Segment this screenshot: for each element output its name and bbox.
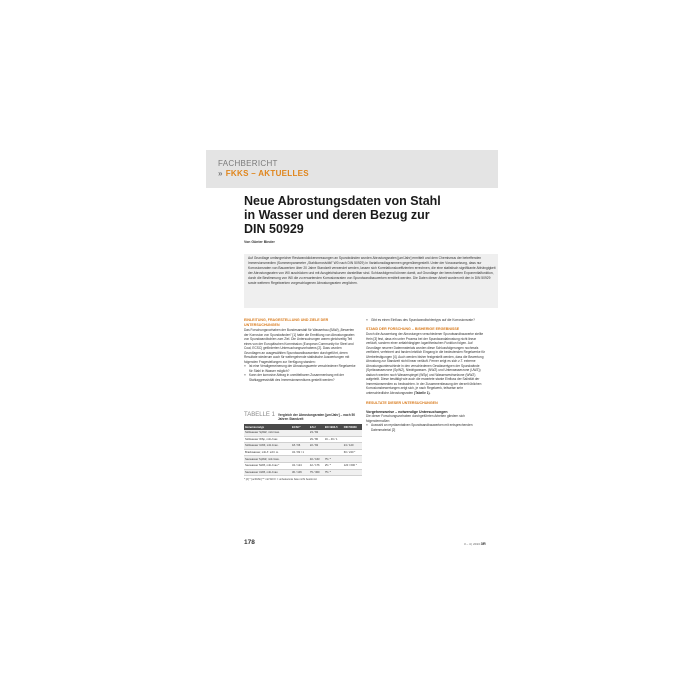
table-cell: 60 / 240 * [343, 449, 362, 456]
table-row [244, 443, 362, 450]
table-1 [244, 412, 362, 481]
bullet-list [366, 423, 486, 432]
table-cell: 25 / * [324, 462, 343, 469]
table-row [244, 456, 362, 463]
table-cell: 22 / 82 [309, 443, 324, 450]
double-arrow-icon: » [218, 169, 223, 178]
table-cell: 42 / 176 [309, 462, 324, 469]
table-cell [309, 449, 324, 456]
journal-page [206, 150, 498, 550]
table-cell: Süßwasser SpWZ, mitt./max. [244, 430, 291, 436]
article-title [244, 194, 474, 236]
list-item: » Ist eine Verallgemeinerung der Abrostungswerte verschiedener Regelwerke für Stahl in Wasser möglich? [244, 364, 356, 373]
table-cell: 16 – 46 / 1 [324, 436, 343, 443]
table-cell: Seewasser NWZ, mitt./max.* [244, 462, 291, 469]
list-item: » Gibt es einen Einfluss des Spundwandbohlentyps auf die Korrosionsrate? [366, 318, 486, 323]
table-cell: Seewasser SpWZ, mitt./max. [244, 456, 291, 463]
abstract-box: Auf Grundlage umfangreicher Restwanddickenmessungen an Spundwänden wurden Abrostungsraten [µm/Jahr] ermittelt und dem Chemismus der betreffenden Immersionsmedien (Summenparameter „Stahlkorrosivität" W0 nach DIN 50929) in Variationsdiagrammen gegenübergestellt. Unter der Voraussetzung, dass nur Korrosionsraten von Bauwerken über 20 Jahre Standzeit verwendet werden, lassen sich Korrelationskoeffizienten errechnen, die eine statistisch signifikante Abhängigkeit der Abrostungsraten von W0 ausdrücken und mit Ausgleichskurven darstellbar sind. Schlussfolgernd können damit, auf Grundlage der berechneten Exponentialfunktion, durch die Bestimmung von W0 die zu erwartenden Korrosionsraten von Spundwandbauwerken ermittelt werden. Die Daten dieser Arbeit wurden mit den in DIN 50929 sowie weiteren Regelwerken vorgeschlagenen Abrostungsraten verglichen. [244, 254, 498, 308]
table-title-row [244, 412, 362, 421]
column-header: ECSC* [291, 424, 309, 430]
table-row [244, 462, 362, 469]
title-line: Neue Abrostungsdaten von Stahl [244, 194, 441, 208]
bullet-list [366, 318, 486, 323]
table-cell: 34 / 124 [291, 462, 309, 469]
table-cell: 75 / 300 [309, 469, 324, 476]
table-cell: Süßwasser WSp, mitt./max. [244, 436, 291, 443]
table-cell: Süßwasser UWZ, mitt./max. [244, 443, 291, 450]
publication-mark: 3R [480, 541, 486, 546]
section-heading: STAND DER FORSCHUNG – BISHERIGE ERGEBNISSE [366, 326, 460, 331]
list-item: » Kann der korrosive Abtrag in unmittelbaren Zusammenhang mit der Stahlaggressivität des Immersionsmediums gestellt werden? [244, 373, 356, 382]
table-row [244, 449, 362, 456]
section-body [366, 332, 486, 395]
table-cell [291, 456, 309, 463]
section-heading: RESULTATE DIESER UNTERSUCHUNGEN [366, 401, 438, 406]
issue-info [464, 541, 486, 546]
table-footnote: * [2] * [ucR/Ab] ** mit W0 F = unbekannte baw nicht bestimmt [244, 478, 317, 482]
column-header: EN 1993-5 [324, 424, 343, 430]
column-header: DIN 50929 [343, 424, 362, 430]
bullet-list [244, 364, 356, 382]
table-reference: (Tabelle 1). [414, 390, 431, 395]
table-cell: 30 / 106 [291, 469, 309, 476]
table-cell [343, 469, 362, 476]
section-body: Die dieser Forschungsvorhaben durchgeführten Arbeiten gliedern sich folgendermaßen: [366, 414, 465, 423]
subsection-text: FKKS – AKTUELLES [225, 169, 309, 178]
data-table [244, 424, 362, 476]
title-line: DIN 50929 [244, 222, 304, 236]
table-label: TABELLE 1 [244, 412, 275, 418]
table-cell [291, 436, 309, 443]
subheading: Vorgehensweise – notwendige Untersuchungen [366, 409, 448, 414]
section-heading: EINLEITUNG, FRAGESTELLUNG UND ZIELE DER UNTERSUCHUNGEN [244, 318, 329, 327]
table-cell [343, 436, 362, 443]
title-line: in Wasser und deren Bezug zur [244, 208, 430, 222]
table-cell [324, 443, 343, 450]
table-cell: Brackwasser, mitt./f. schl. w. [244, 449, 291, 456]
left-column [244, 318, 356, 382]
table-cell: 23 / 82 [309, 430, 324, 436]
table-cell: 18 / 66 [291, 443, 309, 450]
header-band [206, 150, 498, 188]
table-row [244, 436, 362, 443]
table-cell: 40 / 163 [309, 456, 324, 463]
table-cell: 75 / * [324, 456, 343, 463]
table-cell: 29 / 80 [309, 436, 324, 443]
table-row [244, 469, 362, 476]
section-label: FACHBERICHT [218, 159, 278, 168]
table-cell: Seewasser UWZ, mitt./max. [244, 469, 291, 476]
right-column [366, 318, 486, 432]
table-cell: 75 / * [324, 469, 343, 476]
issue-number: 3 – 4 | 2013 [464, 542, 480, 546]
list-item: » Auswahl an repräsentativen Spundwandbauwerken mit entsprechenden Datenmaterial [2] [366, 423, 486, 432]
column-header: EAU [309, 424, 324, 430]
page-number: 178 [244, 539, 255, 546]
table-cell: 24 / 120 [343, 443, 362, 450]
table-cell [324, 449, 343, 456]
table-cell: 120 / 600 * [343, 462, 362, 469]
table-cell: 34 / 82 / 1 [291, 449, 309, 456]
table-cell [343, 456, 362, 463]
table-caption: Vergleich der Abrostungsraten [µm/Jahr] – nach 50 Jahren Standzeit [277, 413, 356, 421]
author-line: Von Günter Binder [244, 240, 275, 244]
section-body: Das Forschungsvorhaben der Bundesanstalt für Wasserbau (BAW) „Bewerten der Korrosion von Spundwänden" [1] hatte die Ermittlung von Abrostungsraten von Spundwandbohlen zum Ziel. Die Untersuchungen waren gleichzeitig Teil eines von der Europäischen Kommission (European Community for Steel and Coal, ECSC) geförderten Untersuchungsvorhabens [2]. Dazu wurden Grundlagen an ausgewählten Spundwandbauwerken durchgeführt, deren Resultate wiederum auch für weitergehende statistische Auswertungen mit folgenden Fragestellungen zur Verfügung standen: [244, 328, 355, 364]
subsection-label [218, 169, 309, 178]
column-header: Immersionstyp [244, 424, 291, 430]
section-body-text: Durch die Auswertung der Abrostungen verschiedener Spundwandbauwerke stellte Hein [3] fest, dass ein unter Prozess bei der Spundwandabrostung nicht linear verläuft, sondern einer zeitabhängigen logarithmischen Funktion folgen. Auf Grundlage neuerer Datenmaterials wurden diese Schlussfolgerungen nochmals verifiziert, verfeinert und fanden letztlich Eingang in die bedeutenden Regelwerke für Uferbefestigungen [4]. Auch werden bisher festgestellt werden, dass die Bewertung Abrostung zur Standzeit nicht linear verläuft. Ferner zeigt es sich z.T. extreme Abrostungsunterschiede in den verschiedenen Gewässertypen der Spundwände (Spritzwasserzone (SpWZ), Niedrigwasser- (NWZ) und Unterwasserzone (UWZ)) dadurch werden noch Wasserspiegel (WSp) und Wasserwechselzone (WWZ) aufgeteilt. Diese bestätigt wie auch die erwartete starke Einfluss der Salinität der Immersionsmedien zu beobachten. In der Zusammenfassung der derzeit üblichen Korrosionsbewertungen zeigt sich, je nach Regelwerk, teilweise sehr unterschiedliche Abrostungsraten [366, 332, 486, 395]
